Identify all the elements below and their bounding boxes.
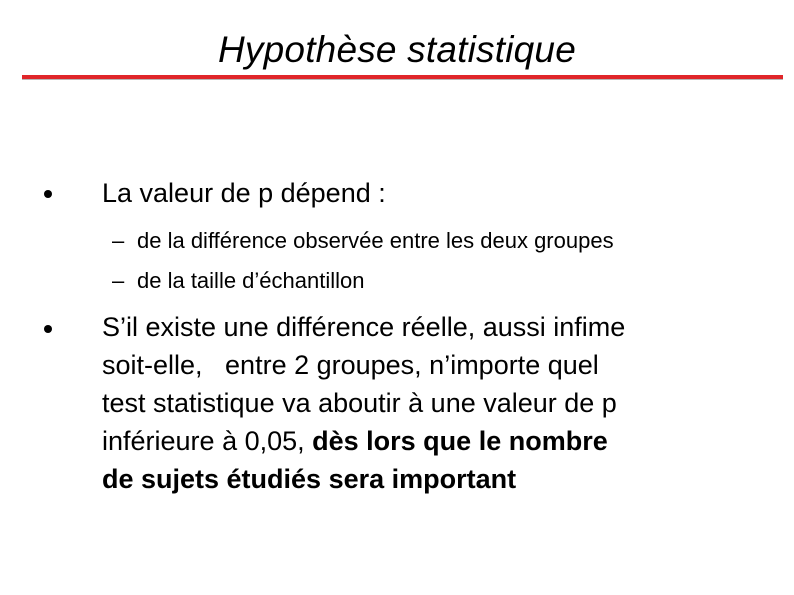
dash-icon: – — [112, 268, 125, 293]
bullet-2-line-4 — [102, 423, 608, 460]
slide-title: Hypothèse statistique — [218, 29, 576, 70]
bullet-dot-icon — [44, 190, 52, 198]
bullet-2-line-5: de sujets étudiés sera important — [102, 464, 517, 494]
bullet-2-line-2: soit-elle, entre 2 groupes, n’importe quel — [102, 350, 599, 380]
bullet-2-line-4-bold: dès lors que le nombre — [312, 426, 608, 456]
subitem-2-text: de la taille d’échantillon — [137, 268, 365, 293]
bullet-1-text: La valeur de p dépend : — [102, 178, 386, 208]
title-underline — [22, 75, 783, 79]
bullet-2-line-1: S’il existe une différence réelle, aussi infime — [102, 312, 626, 342]
bullet-2-line-4-normal: inférieure à 0,05, — [102, 426, 313, 456]
bullet-dot-icon — [44, 325, 52, 333]
bullet-2-line-3: test statistique va aboutir à une valeur de p — [102, 388, 617, 418]
dash-icon: – — [112, 228, 125, 253]
subitem-1-text: de la différence observée entre les deux groupes — [137, 228, 614, 253]
